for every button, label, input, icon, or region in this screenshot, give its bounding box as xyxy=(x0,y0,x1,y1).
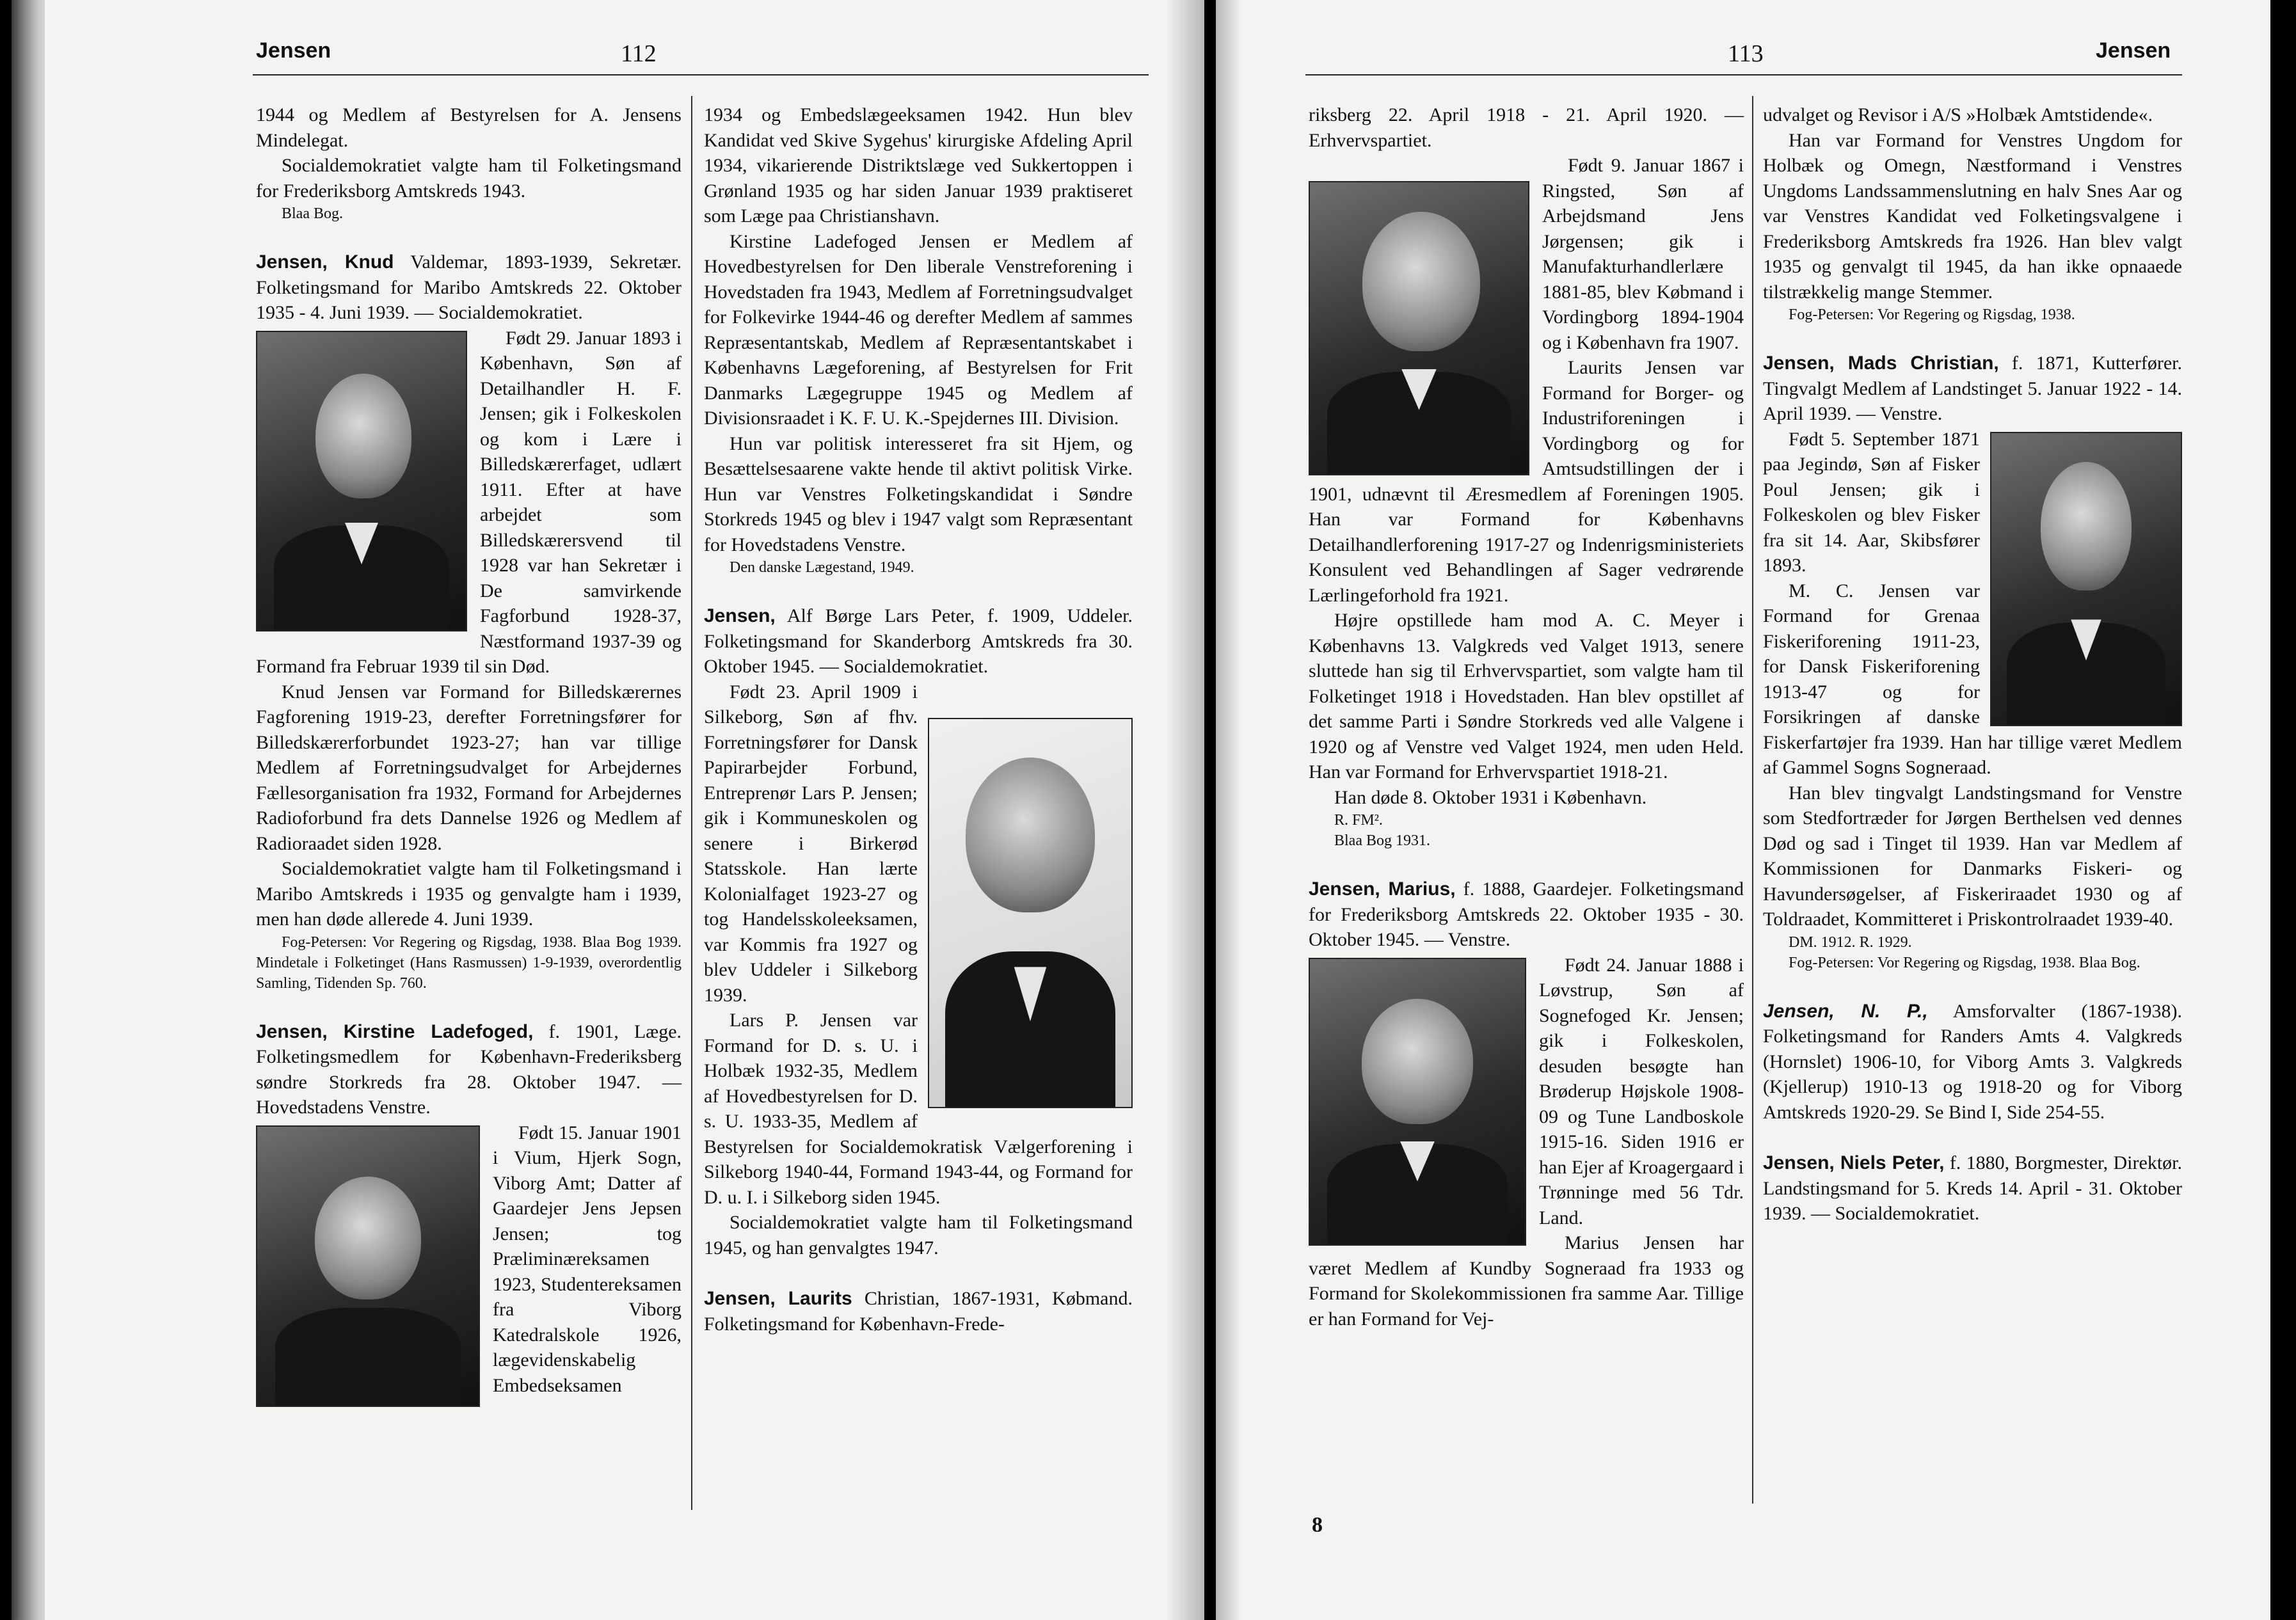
entry-heading: Jensen, Kirstine Ladefoged, f. 1901, Læge. Folketingsmedlem for København-Frederiksberg søndre Storkreds fra 28. Oktober 1947. — Hovedstadens Venstre. xyxy=(256,1020,682,1118)
paragraph: Hun var politisk interesseret fra sit Hjem, og Besættelsesaarene vakte hende til aktivt politisk Virke. Hun var Venstres Folketingskandidat i Søndre Storkreds 1945 og blev i 1947 valgt som Repræsentant for Hovedstadens Venstre. xyxy=(704,433,1133,555)
paragraph: Født 24. Januar 1888 i Løvstrup, Søn af Sognefoged Kr. Jensen; gik i Folkeskolen, desuden besøgte han Brøderup Højskole 1908-09 og Tune Landboskole 1915-16. Siden 1916 er han Ejer af Kroagergaard i Trønninge med 56 Tdr. Land. xyxy=(1539,954,1744,1228)
paragraph: Født 15. Januar 1901 i Vium, Hjerk Sogn, Viborg Amt; Datter af Gaardejer Jens Jepsen Jensen; tog Præliminæreksamen 1923, Studentereksamen fra Viborg Katedralskole 1926, lægevidenskabelig Embedseksamen xyxy=(493,1122,682,1396)
source-note: Den danske Lægestand, 1949. xyxy=(729,559,914,576)
column-divider xyxy=(1752,96,1753,1504)
source-note: Blaa Bog 1931. xyxy=(1334,832,1430,849)
portrait-marius-jensen xyxy=(1309,958,1526,1246)
paragraph: riksberg 22. April 1918 - 21. April 1920. — Erhvervspartiet. xyxy=(1309,104,1744,151)
paragraph: Socialdemokratiet valgte ham til Folketingsmand for Frederiksborg Amtskreds 1943. xyxy=(256,155,682,202)
entry-heading: Jensen, Knud Valdemar, 1893-1939, Sekretær. Folketingsmand for Maribo Amtskreds 22. Oktober 1935 - 4. Juni 1939. — Socialdemokratiet. xyxy=(256,251,682,323)
paragraph: M. C. Jensen var Formand for Grenaa Fiskeriforening 1911-23, for Dansk Fiskeriforening 1913-47 og for Forsikringen af danske Fiskerfartøjer fra 1939. Han har tillige været Medlem af Gammel Sogns Sogneraad. xyxy=(1763,580,2182,778)
page-number: 113 xyxy=(1728,40,1764,67)
entry-heading: Jensen, Mads Christian, f. 1871, Kutterfører. Tingvalgt Medlem af Landstinget 5. Januar 1922 - 14. April 1939. — Venstre. xyxy=(1763,353,2183,424)
paragraph: Kirstine Ladefoged Jensen er Medlem af Hovedbestyrelsen for Den liberale Venstreforening i Hovedstaden fra 1943, Medlem af Forretningsudvalget for Folkevirke 1944-46 og derefter Medlem af sammes Repræsentantskab, Medlem af Repræsentantskabet i Københavns Lægeforening, af Bestyrelsen for Frit Danmarks Lægegruppe 1945 og Medlem af Divisionsraadet i K. F. U. K.-Spejdernes III. Division. xyxy=(704,230,1133,429)
source-note: Fog-Petersen: Vor Regering og Rigsdag, 1938. Blaa Bog 1939. Mindetale i Folketinget (Hans Rasmussen) 1-9-1939, overordentlig Samling, Tidenden Sp. 760. xyxy=(256,933,682,992)
paragraph: Socialdemokratiet valgte ham til Folketingsmand i Maribo Amtskreds i 1935 og genvalgte ham i 1939, men han døde allerede 4. Juni 1939. xyxy=(256,858,682,930)
column-1 xyxy=(1309,102,1744,1331)
running-head: Jensen xyxy=(256,38,331,63)
entry-heading: Jensen, Laurits Christian, 1867-1931, Købmand. Folketingsmand for København-Frede- xyxy=(704,1288,1133,1335)
portrait-lars-jensen xyxy=(928,718,1133,1108)
column-2 xyxy=(704,102,1133,1337)
paragraph: udvalget og Revisor i A/S »Holbæk Amtstidende«. xyxy=(1763,104,2153,125)
paragraph: Marius Jensen har været Medlem af Kundby Sogneraad fra 1933 og Formand for Skolekommissionen fra samme Aar. Tillige er han Formand for Vej- xyxy=(1309,1232,1744,1330)
source-note: DM. 1912. R. 1929. xyxy=(1789,933,1912,951)
portrait-laurits-jensen xyxy=(1309,181,1529,475)
paragraph: Knud Jensen var Formand for Billedskærernes Fagforening 1919-23, derefter Forretningsfører for Billedskærerforbundet 1923-27; han var tillige Medlem af Forretningsudvalget for Arbejdernes Fællesorganisation fra 1932, Formand for Arbejdernes Radioforbund fra dets Dannelse 1926 og Medlem af Radioraadet siden 1928. xyxy=(256,681,682,854)
entry-heading: Jensen, Marius, f. 1888, Gaardejer. Folketingsmand for Frederiksborg Amtskreds 22. Oktober 1935 - 30. Oktober 1945. — Venstre. xyxy=(1309,878,1744,950)
entry-heading: Jensen, Alf Børge Lars Peter, f. 1909, Uddeler. Folketingsmand for Skanderborg Amtskreds fra 30. Oktober 1945. — Socialdemokratiet. xyxy=(704,605,1133,677)
header-rule xyxy=(253,74,1149,75)
source-note: Fog-Petersen: Vor Regering og Rigsdag, 1938. xyxy=(1789,306,2075,323)
paragraph: 1934 og Embedslægeeksamen 1942. Hun blev Kandidat ved Skive Sygehus' kirurgiske Afdeling April 1934, vikarierende Distriktslæge ved Sukkertoppen i Grønland 1935 og har siden Januar 1939 praktiseret som Læge paa Christianshavn. xyxy=(704,104,1133,226)
column-2 xyxy=(1763,102,2182,1227)
header-rule xyxy=(1305,74,2182,75)
paragraph: Født 23. April 1909 i Silkeborg, Søn af fhv. Forretningsfører for Dansk Papirarbejder Forbund, Entreprenør Lars P. Jensen; gik i Kommuneskolen og senere i Birkerød Statsskole. Han lærte Kolonialfaget 1923-27 og tog Handelsskoleeksamen, var Kommis fra 1927 og blev Uddeler i Silkeborg 1939. xyxy=(704,681,918,1006)
left-page xyxy=(45,0,1204,1620)
paragraph: 1944 og Medlem af Bestyrelsen for A. Jensens Mindelegat. xyxy=(256,104,682,151)
paragraph: Socialdemokratiet valgte ham til Folketingsmand 1945, og han genvalgtes 1947. xyxy=(704,1212,1133,1259)
portrait-mads-jensen xyxy=(1990,432,2182,726)
paragraph: Han døde 8. Oktober 1931 i København. xyxy=(1334,786,1647,808)
paragraph: Lars P. Jensen var Formand for D. s. U. i Holbæk 1932-35, Medlem af Hovedbestyrelsen for D. s. U. 1933-35, Medlem af Bestyrelsen for Socialdemokratisk Vælgerforening i Silkeborg 1940-44, Formand 1943-44, og Formand for D. u. I. i Silkeborg siden 1945. xyxy=(704,1010,1133,1208)
signature-mark: 8 xyxy=(1312,1513,1323,1537)
page-number: 112 xyxy=(621,40,657,67)
paragraph: Født 29. Januar 1893 i København, Søn af Detailhandler H. F. Jensen; gik i Folkeskolen og kom i Lære i Billedskærerfaget, udlært 1911. Efter at have arbejdet som Billedskærersvend til 1928 var han Sekretær i De samvirkende Fagforbund 1928-37, Næstformand 1937-39 og Formand fra Februar 1939 til sin Død. xyxy=(256,327,682,677)
source-note: Blaa Bog. xyxy=(282,205,343,222)
portrait-knud-jensen xyxy=(256,331,467,631)
entry-heading: Jensen, Niels Peter, f. 1880, Borgmester, Direktør. Landstingsmand for 5. Kreds 14. April - 31. Oktober 1939. — Socialdemokratiet. xyxy=(1763,1152,2182,1224)
column-divider xyxy=(691,96,692,1510)
paragraph: Født 5. September 1871 paa Jegindø, Søn af Fisker Poul Jensen; gik i Folkeskolen og blev Fisker fra sit 14. Aar, Skibsfører 1893. xyxy=(1763,428,1980,576)
paragraph: Laurits Jensen var Formand for Borger- og Industriforeningen i Vordingborg og for Amtsudstillingen der i 1901, udnævnt til Æresmedlem af Foreningen 1905. Han var Formand for Københavns Detailhandlerforening 1917-27 og Indenrigsministeriets Konsulent ved Behandlingen af Sager vedrørende Lærlingeforhold fra 1921. xyxy=(1309,357,1744,606)
right-page xyxy=(1216,0,2270,1620)
source-note: R. FM². xyxy=(1334,812,1383,829)
running-head: Jensen xyxy=(2096,38,2171,63)
paragraph: Født 9. Januar 1867 i Ringsted, Søn af Arbejdsmand Jens Jørgensen; gik i Manufakturhandlerlære 1881-85, blev Købmand i Vordingborg 1894-1904 og i København fra 1907. xyxy=(1542,155,1744,353)
paragraph: Han blev tingvalgt Landstingsmand for Venstre som Stedfortræder for Jørgen Berthelsen ved dennes Død og sad i Tinget til 1939. Han var Medlem af Kommissionen for Danmarks Fiskeri- og Havundersøgelser, af Fiskeriraadet 1930 og af Toldraadet, Kommitteret i Priskontrolraadet 1939-40. xyxy=(1763,782,2182,930)
portrait-kirstine-jensen xyxy=(256,1125,480,1407)
entry-heading: Jensen, N. P., Amsforvalter (1867-1938). Folketingsmand for Randers Amts 4. Valgkreds (Hornslet) 1906-10, for Viborg Amts 3. Valgkreds (Kjellerup) 1910-13 og 1918-20 og for Viborg Amtskreds 1920-29. Se Bind I, Side 254-55. xyxy=(1763,1000,2182,1123)
source-note: Fog-Petersen: Vor Regering og Rigsdag, 1938. Blaa Bog. xyxy=(1789,954,2141,971)
column-1 xyxy=(256,102,682,1411)
paragraph: Han var Formand for Venstres Ungdom for Holbæk og Omegn, Næstformand i Venstres Ungdoms Landssammenslutning en halv Snes Aar og var Venstres Kandidat ved Folketingsvalgene i Frederiksborg Amtskreds fra 1926. Han blev valgt 1935 og genvalgt til 1945, da han ikke opnaaede tilstrækkelig mange Stemmer. xyxy=(1763,129,2182,303)
paragraph: Højre opstillede ham mod A. C. Meyer i Københavns 13. Valgkreds ved Valget 1913, senere sluttede han sig til Erhvervspartiet, som valgte ham til Folketinget 1918 i Hovedstaden. Han blev opstillet af det samme Parti i Søndre Storkreds ved alle Valgene i 1920 og af Venstre ved Valget 1924, men uden Held. Han var Formand for Erhvervspartiet 1918-21. xyxy=(1309,610,1744,782)
